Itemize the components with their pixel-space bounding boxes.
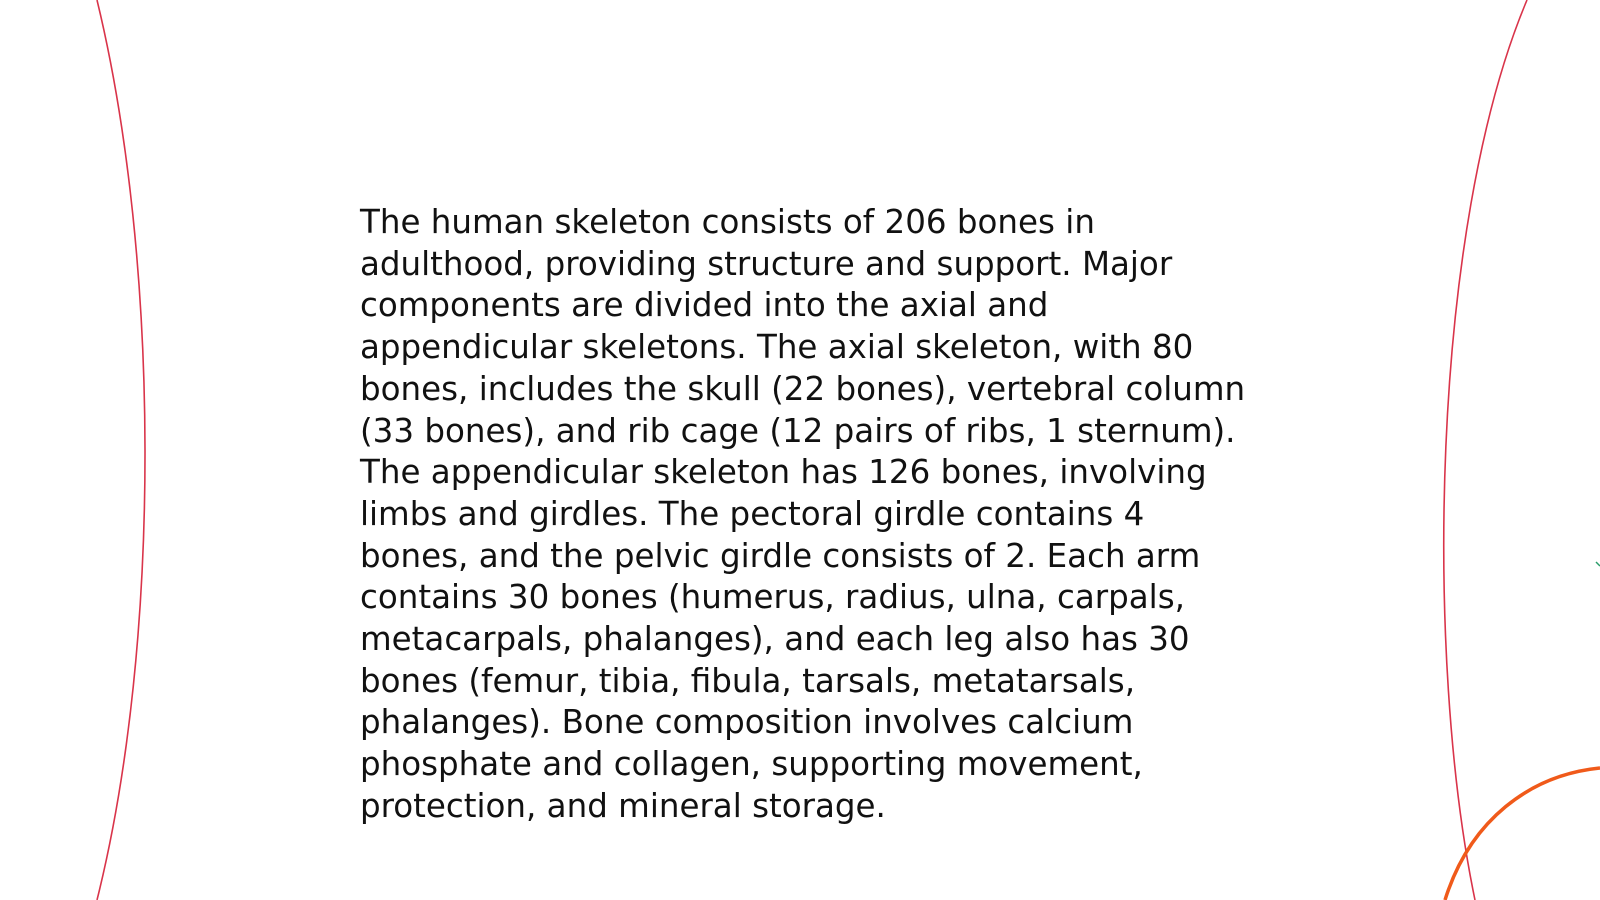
left-curve [97, 0, 145, 900]
body-paragraph: The human skeleton consists of 206 bones in adulthood, providing structure and support. Major components are divided into the axial and appendicular skeletons. The axial skeleton, with 80 bones, includes the skull (22 bones), vertebral column (33 bones), and rib cage (12 pairs of ribs, 1 sternum). The appendicular skeleton has 126 bones, involving limbs and girdles. The pectoral girdle contains 4 bones, and the pelvic girdle consists of 2. Each arm contains 30 bones (humerus, radius, ulna, carpals, metacarpals, phalanges), and each leg also has 30 bones (femur, tibia, fibula, tarsals, metatarsals, phalanges). Bone composition involves calcium phosphate and collagen, supporting movement, protection, and mineral storage. [360, 203, 1246, 825]
orange-arc [1445, 768, 1600, 900]
small-mark [1596, 562, 1600, 566]
right-curve [1444, 0, 1527, 900]
